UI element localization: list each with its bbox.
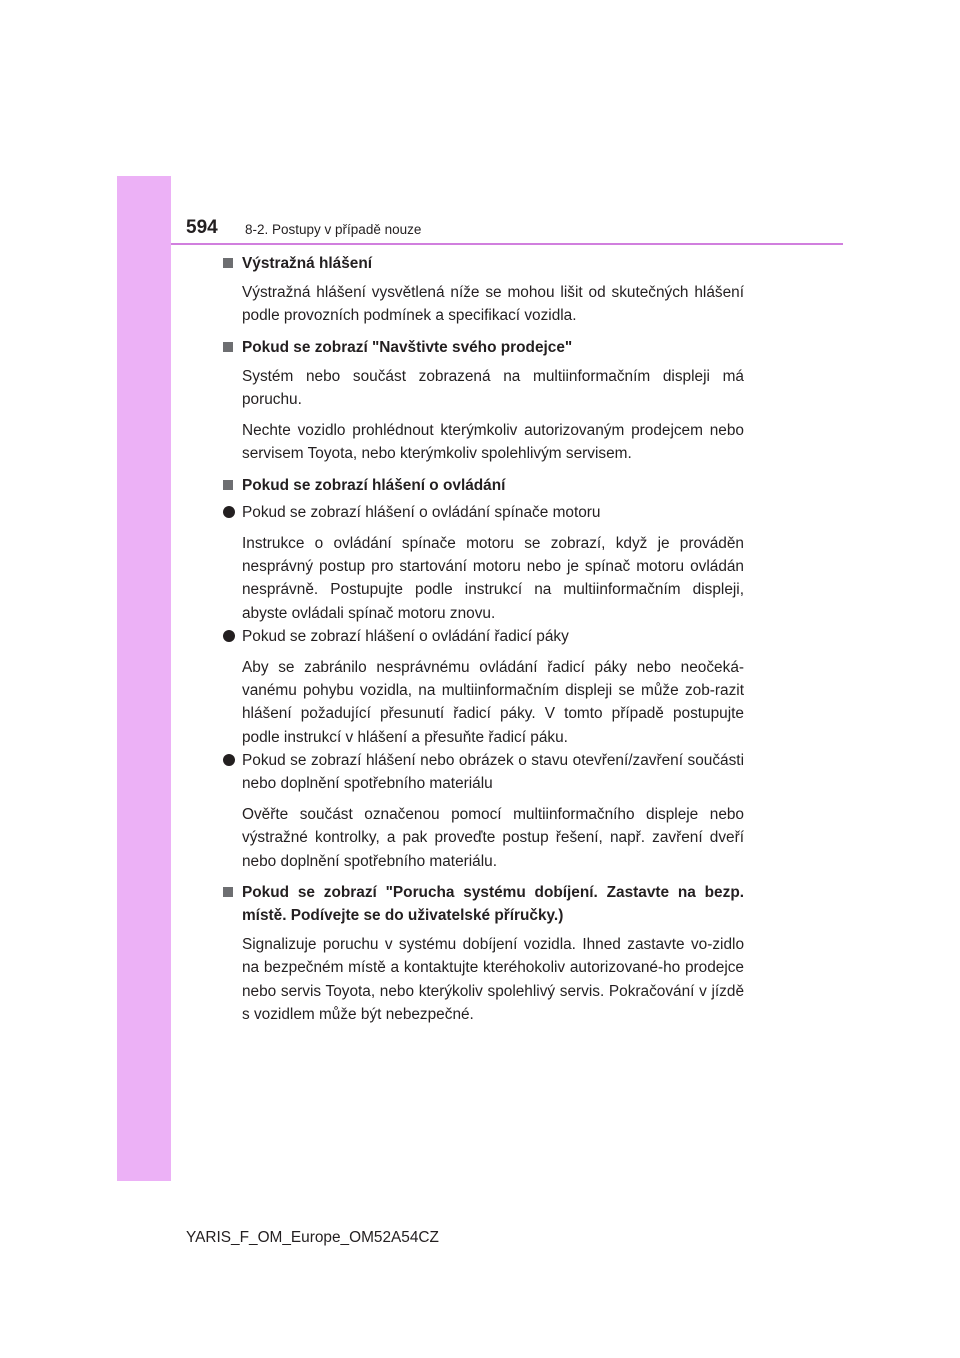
heading-text: Pokud se zobrazí "Porucha systému dobíjení. Zastavte na bezp. místě. Podívejte se do uživatelské příručky.): [242, 883, 744, 925]
heading-text: Pokud se zobrazí hlášení o ovládání: [242, 476, 506, 494]
heading-text: Pokud se zobrazí "Navštivte svého prodejce": [242, 338, 573, 356]
list-item-shift-lever: [222, 625, 744, 648]
paragraph: Instrukce o ovládání spínače motoru se zobrazí, když je prováděn nesprávný postup pro startování motoru nebo je spínač motoru ovládán nesprávně. Postupujte podle instrukcí na multiinformačním displeji, abyste ovládali spínač motoru znovu.: [242, 535, 744, 622]
chapter-tab-sidebar: [117, 176, 171, 1181]
heading-operation-message: [222, 474, 744, 497]
heading-text: Výstražná hlášení: [242, 255, 373, 272]
paragraph: Signalizuje poruchu v systému dobíjení vozidla. Ihned zastavte vo-zidlo na bezpečném místě a kontaktujte kteréhokoliv autorizované-ho prodejce nebo servis Toyota, nebo kterýkoliv spolehlivý servis. Pokračování v jízdě s vozidlem může být nebezpečné.: [242, 936, 744, 1023]
paragraph: Výstražná hlášení vysvětlená níže se mohou lišit od skutečných hlášení podle provozních podmínek a specifikací vozidla.: [242, 284, 744, 325]
paragraph: Nechte vozidlo prohlédnout kterýmkoliv autorizovaným prodejcem nebo servisem Toyota, nebo kterýmkoliv spolehlivým servisem.: [242, 422, 744, 463]
list-item-open-close-status: [222, 749, 744, 795]
page-number: 594: [186, 217, 218, 238]
paragraph: Systém nebo součást zobrazená na multiinformačním displeji má poruchu.: [242, 367, 744, 409]
paragraph: Ověřte součást označenou pomocí multiinformačního displeje nebo výstražné kontrolky, a pak proveďte postup řešení, např. zavření dveří nebo doplnění spotřebního materiálu.: [242, 806, 744, 870]
list-item-engine-switch: [222, 501, 744, 524]
list-item-text: Pokud se zobrazí hlášení o ovládání spínače motoru: [242, 503, 601, 521]
page-content: [222, 252, 744, 1026]
list-item-text: Pokud se zobrazí hlášení o ovládání řadicí páky: [242, 627, 569, 645]
header-divider: [171, 243, 843, 245]
heading-visit-dealer: [222, 336, 744, 359]
heading-warning-messages: [222, 252, 744, 275]
list-item-text: Pokud se zobrazí hlášení nebo obrázek o stavu otevření/zavření součásti nebo doplnění spotřebního materiálu: [242, 751, 744, 793]
section-title: 8-2. Postupy v případě nouze: [245, 222, 422, 237]
paragraph: Aby se zabránilo nesprávnému ovládání řadicí páky nebo neočeká-vanému pohybu vozidla, na multiinformačním displeji se může zob-razit hlášení požadující přesunutí řadicí páky. V tomto případě postupujte podle instrukcí v hlášení a přesuňte řadicí páku.: [242, 659, 744, 746]
document-code-footer: YARIS_F_OM_Europe_OM52A54CZ: [186, 1229, 439, 1246]
heading-charging-malfunction: [222, 881, 744, 927]
